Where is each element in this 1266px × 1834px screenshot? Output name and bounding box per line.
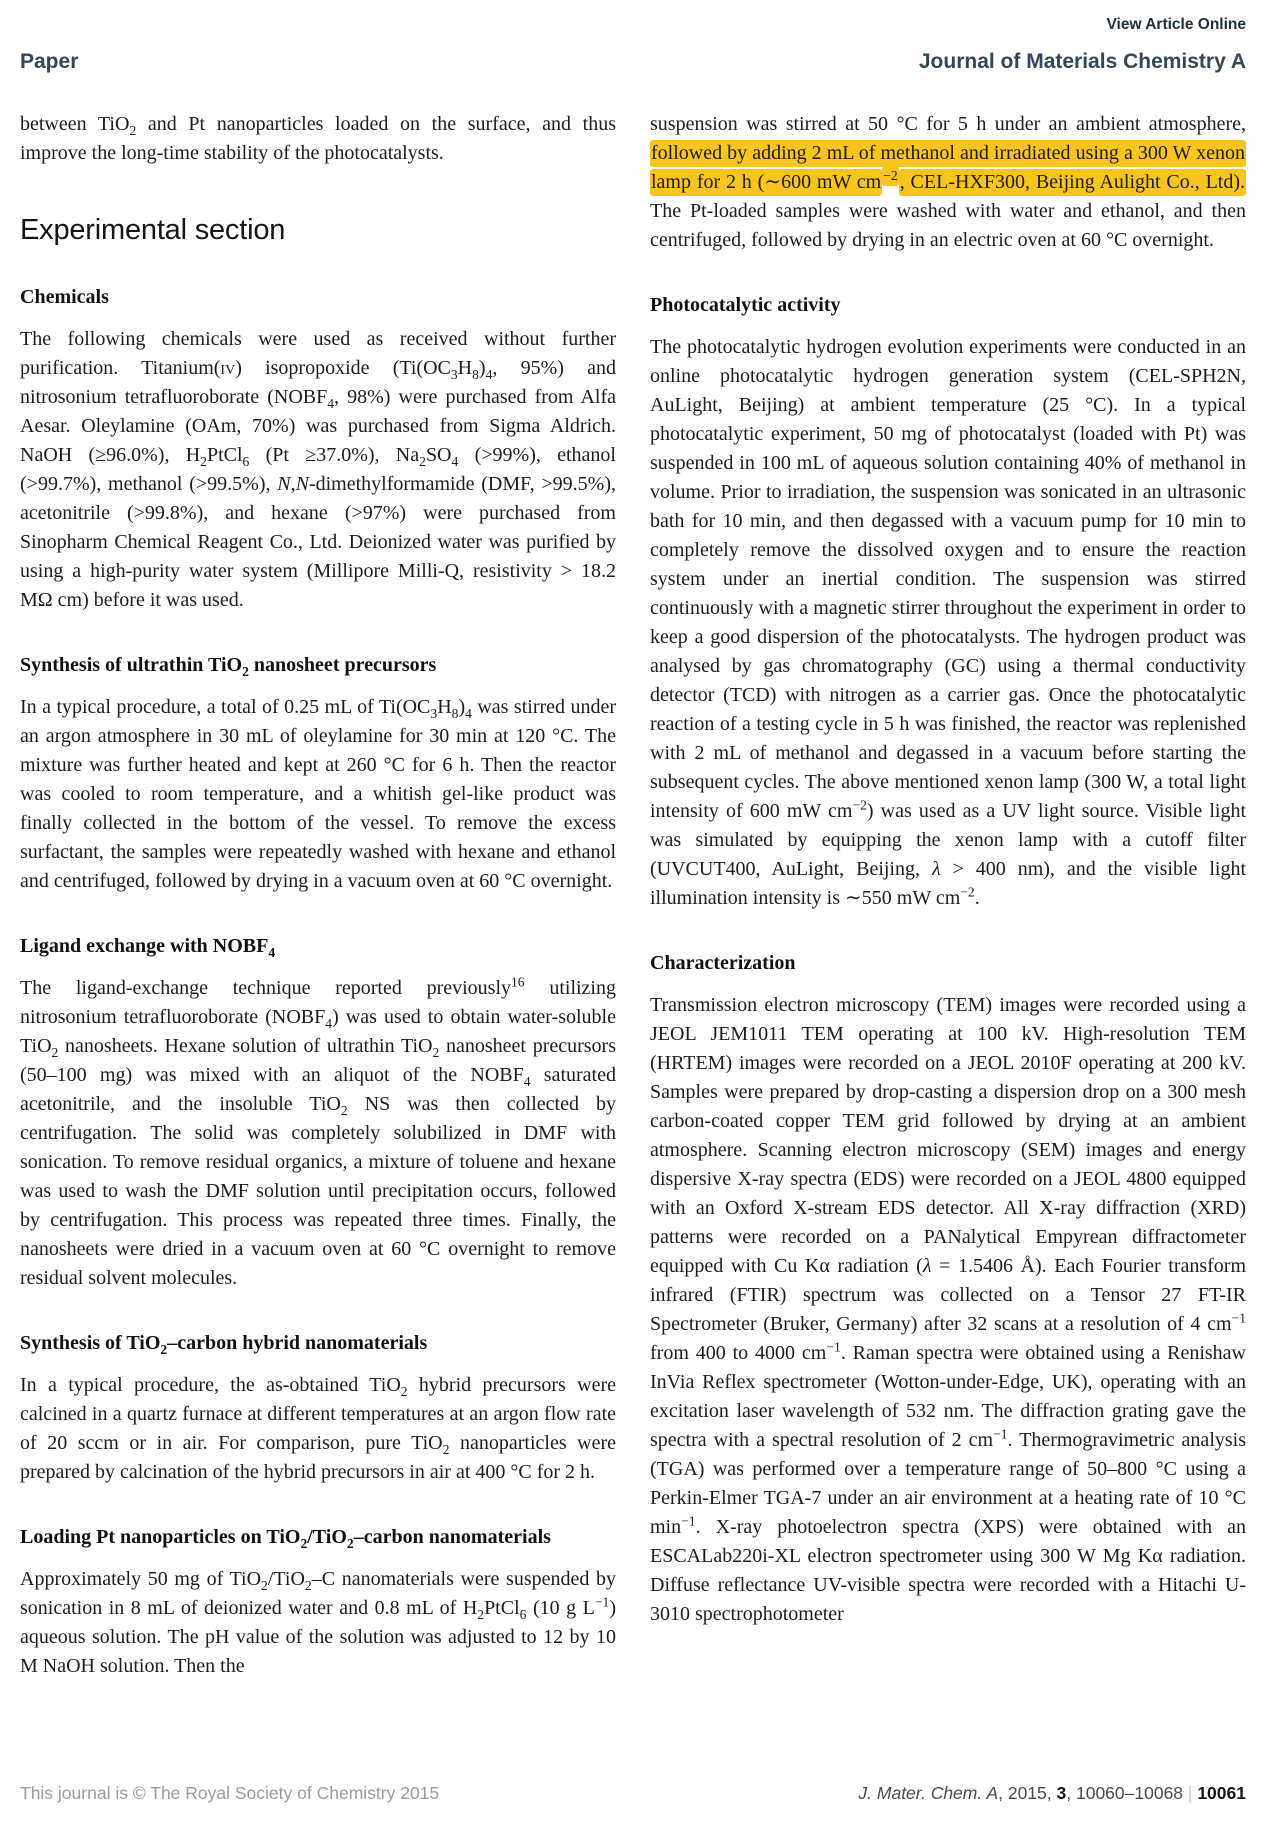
- paragraph: [20, 1565, 616, 1681]
- article-type-label: Paper: [20, 50, 79, 73]
- text-run: N: [277, 473, 291, 496]
- text-run: 4: [327, 396, 335, 412]
- text-run: 2: [300, 1536, 308, 1552]
- text-run: 2: [304, 1578, 312, 1594]
- text-run: –C nanomaterials were suspended by sonication in 8 mL of deionized water and 0.8 mL of H: [20, 1568, 616, 1620]
- text-run: ) aqueous solution. The pH value of the solution was adjusted to 12 by 10 M NaOH solution. Then the: [20, 1597, 616, 1678]
- subsection-title: [20, 1329, 616, 1358]
- text-run: PtCl: [206, 444, 243, 467]
- paragraph: [20, 693, 616, 896]
- text-run: .: [974, 887, 980, 909]
- text-run: 2: [51, 1045, 59, 1061]
- text-run: 4: [485, 367, 493, 383]
- text-run: 3: [450, 367, 458, 383]
- text-run: 2: [346, 1536, 354, 1552]
- text-run: ) was used as a UV light source. Visible light was simulated by equipping the xenon lamp with a cutoff filter (UVCUT400, AuLight, Beijing,: [650, 800, 1246, 880]
- text-run: −1: [594, 1594, 610, 1610]
- text-run: , 95%) and nitrosonium tetrafluoroborate (NOBF: [20, 357, 616, 409]
- text-run: suspension was stirred at 50 °C for 5 h under an ambient atmosphere,: [650, 113, 1246, 135]
- text-run: ) was used to obtain water-soluble TiO: [20, 1006, 616, 1058]
- paragraph: [650, 110, 1246, 255]
- text-run: In a typical procedure, a total of 0.25 mL of Ti(OC: [20, 696, 431, 719]
- text-run: between TiO: [20, 113, 130, 135]
- text-run: . X-ray photoelectron spectra (XPS) were obtained with an ESCALab220i-XL electron spectrometer using 300 W Mg Kα radiation. Diffuse reflectance UV-visible spectra were recorded with a Hitachi U-3010 spectrophotometer: [650, 1516, 1246, 1625]
- text-run: = 1.5406 Å). Each Fourier transform infrared (FTIR) spectrum was collected on a Tensor 27 FT-IR Spectrometer (Bruker, Germany) after 32 scans at a resolution of 4 cm: [650, 1255, 1246, 1335]
- text-run: Experimental section: [20, 214, 286, 246]
- text-run: 2: [160, 1342, 168, 1358]
- text-run: (Pt ≥37.0%), Na: [249, 444, 420, 467]
- text-run: 6: [242, 454, 250, 470]
- text-run: > 400 nm), and the visible light illumination intensity is ∼550 mW cm: [650, 858, 1246, 909]
- text-run: nanosheet precursors: [248, 654, 437, 677]
- two-column-body: [20, 110, 1246, 1783]
- text-run: –carbon nanomaterials: [353, 1526, 551, 1549]
- text-run: Ligand exchange with NOBF: [20, 935, 269, 958]
- text-run: 4: [465, 706, 472, 722]
- text-run: H: [437, 696, 452, 719]
- text-run: 4: [523, 1074, 531, 1090]
- text-run: NS was then collected by centrifugation. The solid was completely solubilized in DMF with sonication. To remove residual organics, a mixture of toluene and hexane was used to wash the DMF solution until precipitation occurs, followed by centrifugation. This process was repeated three times. Finally, the nanosheets were dried in a vacuum oven at 60 °C overnight to remove residual solvent molecules.: [20, 1093, 617, 1290]
- text-run: Chemicals: [20, 286, 109, 309]
- right-column: [650, 110, 1246, 1783]
- text-run: 2: [261, 1578, 268, 1594]
- highlighted-text: , CEL-HXF300, Beijing Aulight Co., Ltd).: [899, 169, 1246, 196]
- highlighted-text: −2: [882, 166, 898, 186]
- text-run: /TiO: [267, 1568, 305, 1591]
- highlighted-text: followed by adding 2 mL of methanol and irradiated using a 300 W xenon lamp for 2 h (∼600 mW cm: [650, 140, 1246, 196]
- text-run: PtCl: [484, 1597, 520, 1620]
- section-title: [20, 214, 616, 247]
- text-run: λ: [931, 858, 941, 880]
- text-run: The ligand-exchange technique reported previously: [20, 977, 511, 1000]
- masthead: [20, 16, 1246, 74]
- text-run: SO: [425, 444, 452, 467]
- paragraph: [20, 110, 616, 168]
- text-run: Photocatalytic activity: [650, 294, 841, 316]
- text-run: Transmission electron microscopy (TEM) images were recorded using a JEOL JEM1011 TEM operating at 100 kV. High-resolution TEM (HRTEM) images were recorded on a JEOL 2010F operating at 200 kV. Samples were prepared by drop-casting a dispersion drop on a 300 mesh carbon-coated copper TEM grid followed by drying at an ambient atmosphere. Scanning electron microscopy (SEM) images and energy dispersive X-ray spectra (EDS) were recorded on a JEOL 4800 equipped with an Oxford X-stream EDS detector. All X-ray diffraction (XRD) patterns were recorded on a PANalytical Empyrean diffractometer equipped with Cu Kα radiation (: [650, 994, 1246, 1277]
- text-run: 2: [242, 664, 249, 680]
- view-article-online-link[interactable]: View Article Online: [1106, 16, 1246, 33]
- text-run: |: [1187, 1783, 1193, 1803]
- text-run: Synthesis of TiO: [20, 1332, 161, 1355]
- text-run: -dimethylformamide (DMF, >99.5%), acetonitrile (>99.8%), and hexane (>97%) were purchased from Sinopharm Chemical Reagent Co., Ltd. Deionized water was purified by using a high-purity water system (Millipore Milli-Q, resistivity > 18.2 MΩ cm) before it was used.: [20, 473, 616, 612]
- paragraph: [20, 974, 616, 1293]
- text-run: 2: [200, 454, 207, 470]
- text-run: nanoparticles were prepared by calcination of the hybrid precursors in air at 400 °C for 2 h.: [20, 1432, 617, 1484]
- subsection-title: [650, 291, 1246, 320]
- paragraph: [20, 325, 616, 615]
- text-run: ) isopropoxide (Ti(OC: [235, 357, 451, 380]
- text-run: 2: [129, 123, 137, 138]
- text-run: H: [457, 357, 473, 380]
- text-run: , 98%) were purchased from Alfa Aesar. Oleylamine (OAm, 70%) was purchased from Sigma Aldrich. NaOH (≥96.0%), H: [20, 386, 617, 467]
- text-run: In a typical procedure, the as-obtained TiO: [20, 1374, 401, 1397]
- text-run: –carbon hybrid nanomaterials: [167, 1332, 428, 1355]
- text-run: −2: [960, 884, 975, 900]
- text-run: 8: [472, 367, 479, 383]
- text-run: Loading Pt nanoparticles on TiO: [20, 1526, 301, 1549]
- text-run: −1: [993, 1426, 1008, 1442]
- text-run: 6: [519, 1607, 527, 1623]
- text-run: Synthesis of ultrathin TiO: [20, 654, 243, 677]
- text-run: The photocatalytic hydrogen evolution experiments were conducted in an online photocatalytic hydrogen generation system (CEL-SPH2N, AuLight, Beijing) at ambient temperature (25 °C). In a typical photocatalytic experiment, 50 mg of photocatalyst (loaded with Pt) was suspended in 100 mL of aqueous solution containing 40% of methanol in volume. Prior to irradiation, the suspension was sonicated in an ultrasonic bath for 10 min, and then degassed with a vacuum pump for 10 min to completely remove the dissolved oxygen and to ensure the reaction system under an inertial condition. The suspension was stirred continuously with a magnetic stirrer throughout the experiment in order to keep a good dispersion of the photocatalysts. The hydrogen product was analysed by gas chromatography (GC) using a thermal conductivity detector (TCD) with nitrogen as a carrier gas. Once the photocatalytic reaction of a testing cycle in 5 h was finished, the reactor was replenished with 2 mL of methanol and degassed in a vacuum before starting the subsequent cycles. The above mentioned xenon lamp (300 W, a total light intensity of 600 mW cm: [650, 336, 1246, 822]
- left-column: [20, 110, 616, 1783]
- text-run: . Thermogravimetric analysis (TGA) was performed over a temperature range of 50–800 °C using a Perkin-Elmer TGA-7 under an air environment at a heating rate of 10 °C min: [650, 1429, 1246, 1538]
- text-run: 2: [477, 1607, 485, 1623]
- subsection-title: [650, 949, 1246, 978]
- text-run: 4: [451, 454, 459, 470]
- text-run: 4: [325, 1016, 333, 1032]
- text-run: saturated acetonitrile, and the insoluble TiO: [20, 1064, 616, 1116]
- text-run: The following chemicals were used as received without further purification. Titanium(: [20, 328, 616, 380]
- text-run: 2: [442, 1442, 450, 1458]
- paragraph: [650, 991, 1246, 1629]
- text-run: iv: [220, 357, 236, 380]
- text-run: nanosheet precursors (50–100 mg) was mixed with an aliquot of the NOBF: [20, 1035, 616, 1087]
- text-run: from 400 to 4000 cm: [650, 1342, 827, 1364]
- text-run: ): [458, 696, 466, 719]
- text-run: 2: [400, 1384, 408, 1400]
- text-run: . Raman spectra were obtained using a Renishaw InVia Reflex spectrometer (Wotton-under-Edge, UK), operating with an excitation laser wavelength of 532 nm. The diffraction grating gave the spectra with a spectral resolution of 2 cm: [650, 1342, 1246, 1451]
- subsection-title: [20, 1523, 616, 1552]
- text-run: 2: [432, 1045, 440, 1061]
- text-run: 3: [1056, 1783, 1067, 1803]
- text-run: 8: [451, 706, 459, 722]
- masthead-row: [20, 50, 1246, 74]
- text-run: 4: [268, 945, 276, 961]
- text-run: utilizing nitrosonium tetrafluoroborate (NOBF: [20, 977, 616, 1029]
- text-run: J. Mater. Chem. A: [858, 1783, 999, 1803]
- text-run: λ: [922, 1255, 932, 1277]
- paragraph: [650, 333, 1246, 913]
- text-run: , 10060–10068: [1066, 1783, 1188, 1803]
- text-run: (>99%), ethanol (>99.7%), methanol (>99.5%),: [20, 444, 616, 496]
- subsection-title: [20, 651, 616, 680]
- text-run: 3: [430, 706, 438, 722]
- text-run: −2: [852, 797, 867, 813]
- copyright-text: This journal is © The Royal Society of Chemistry 2015: [20, 1783, 440, 1803]
- subsection-title: [20, 283, 616, 312]
- text-run: (10 g L: [526, 1597, 595, 1620]
- subsection-title: [20, 932, 616, 961]
- text-run: ,: [290, 473, 296, 496]
- citation-text: [858, 1783, 1246, 1804]
- text-run: The Pt-loaded samples were washed with water and ethanol, and then centrifuged, followed by drying in an electric oven at 60 °C overnight.: [650, 200, 1246, 251]
- text-run: was stirred under an argon atmosphere in 30 mL of oleylamine for 30 min at 120 °C. The mixture was further heated and kept at 260 °C for 6 h. Then the reactor was cooled to room temperature, and a whitish gel-like product was finally collected in the bottom of the vessel. To remove the excess surfactant, the samples were repeatedly washed with hexane and ethanol and centrifuged, followed by drying in a vacuum oven at 60 °C overnight.: [20, 696, 617, 893]
- text-run: −1: [1231, 1310, 1246, 1326]
- journal-title: Journal of Materials Chemistry A: [918, 50, 1246, 73]
- text-run: Characterization: [650, 952, 796, 974]
- text-run: ): [478, 357, 486, 380]
- text-run: −1: [681, 1513, 696, 1529]
- text-run: −1: [826, 1339, 841, 1355]
- paragraph: [20, 1371, 616, 1487]
- text-run: 2: [419, 454, 426, 470]
- text-run: hybrid precursors were calcined in a quartz furnace at different temperatures at an argon flow rate of 20 sccm or in air. For comparison, pure TiO: [20, 1374, 617, 1455]
- text-run: /TiO: [307, 1526, 347, 1549]
- text-run: Approximately 50 mg of TiO: [20, 1568, 262, 1591]
- text-run: and Pt nanoparticles loaded on the surface, and thus improve the long-time stability of the photocatalysts.: [20, 113, 616, 164]
- text-run: 2: [340, 1103, 348, 1119]
- text-run: nanosheets. Hexane solution of ultrathin TiO: [58, 1035, 433, 1058]
- text-run: N: [295, 473, 309, 496]
- page-footer: [20, 1783, 1246, 1804]
- text-run: 10061: [1197, 1783, 1246, 1803]
- text-run: 16: [511, 974, 525, 990]
- text-run: , 2015,: [998, 1783, 1057, 1803]
